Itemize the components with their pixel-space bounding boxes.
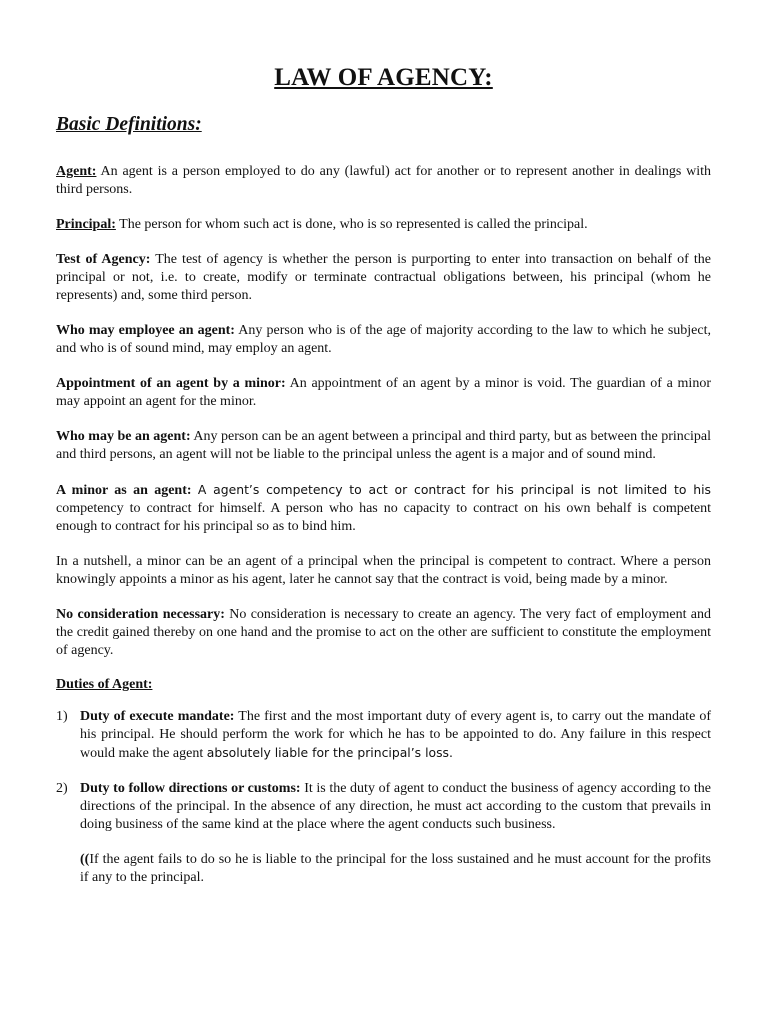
definition-test-of-agency (56, 251, 711, 305)
duty-text (80, 780, 711, 834)
duty-item-1 (56, 708, 711, 763)
definition-appointment-by-minor (56, 375, 711, 411)
term-agent: Agent: (56, 164, 97, 179)
duty-body (80, 780, 711, 834)
duty-description-sans: absolutely liable for the principal’s loss. (206, 745, 453, 760)
term-who-may-be-agent: Who may be an agent: (56, 429, 191, 444)
definition-text: Any person who is of the age of majority according to the law to which he subject, and who is of sound mind, may employ an agent. (56, 323, 711, 356)
definition-text: An appointment of an agent by a minor is void. The guardian of a minor may appoint an agent for the minor. (56, 376, 711, 409)
term-principal: Principal: (56, 217, 116, 232)
duty-body (80, 708, 711, 763)
duty-description: The first and the most important duty of every agent is, to carry out the mandate of his principal. He should perform the work for which he has to be appointed to do. Any failure in this respect would make the agent (80, 709, 712, 761)
list-number: 1) (56, 709, 68, 724)
definition-text-sans: A agent’s competency to act or contract for his principal is not limited to his (197, 482, 711, 497)
duty-term: Duty of execute mandate: (80, 709, 235, 724)
definition-agent (56, 163, 711, 199)
term-appointment-by-minor: Appointment of an agent by a minor: (56, 376, 286, 391)
definition-text: competency to contract for himself. A person who has no capacity to contract on his own behalf is competent enough to contract for his principal so as to bind him. (56, 501, 711, 534)
duty-description: It is the duty of agent to conduct the business of agency according to the directions of the principal. In the absence of any direction, he must act according to the custom that prevails in doing business of the same kind at the place where the agent conducts such business. (80, 781, 711, 832)
nutshell-paragraph: In a nutshell, a minor can be an agent of a principal when the principal is competent to contract. Where a person knowingly appoints a minor as his agent, later he cannot say that the contract is void, being made by a minor. (56, 554, 711, 587)
definition-text: The person for whom such act is done, who is so represented is called the principal. (119, 217, 588, 232)
section-heading-basic-definitions: Basic Definitions: (56, 114, 202, 135)
term-test-of-agency: Test of Agency: (56, 252, 151, 267)
definition-text: Any person can be an agent between a principal and third party, but as between the principal and third persons, an agent will not be liable to the principal unless the agent is a major and of sound mind. (56, 429, 711, 462)
duty-text (80, 708, 711, 763)
duty-item-2 (56, 780, 711, 834)
definition-principal (56, 216, 711, 234)
page-title: LAW OF AGENCY: (274, 64, 493, 91)
definition-text: The test of agency is whether the person is purporting to enter into transaction on behalf of the principal or not, i.e. to create, modify or terminate contractual obligations between, his principal (whom he represents) and, some third person. (56, 252, 711, 303)
definition-minor-as-agent (56, 481, 711, 536)
definition-text: No consideration is necessary to create an agency. The very fact of employment and the credit gained thereby on one hand and the promise to act on the other are sufficient to constitute the employment of agency. (56, 607, 712, 658)
definition-who-may-employ (56, 322, 711, 358)
note-prefix: (( (80, 852, 90, 867)
duty-note (80, 851, 711, 887)
duty-term: Duty to follow directions or customs: (80, 781, 301, 796)
section-heading-duties: Duties of Agent: (56, 677, 153, 692)
term-who-may-employ: Who may employee an agent: (56, 323, 235, 338)
list-number: 2) (56, 781, 68, 796)
note-text: If the agent fails to do so he is liable to the principal for the loss sustained and he must account for the profits if any to the principal. (80, 852, 711, 885)
definition-no-consideration (56, 606, 711, 660)
term-no-consideration: No consideration necessary: (56, 607, 225, 622)
definition-text: An agent is a person employed to do any (lawful) act for another or to represent another in dealings with third persons. (56, 164, 711, 197)
term-minor-as-agent: A minor as an agent: (56, 483, 192, 498)
definition-who-may-be-agent (56, 428, 711, 464)
